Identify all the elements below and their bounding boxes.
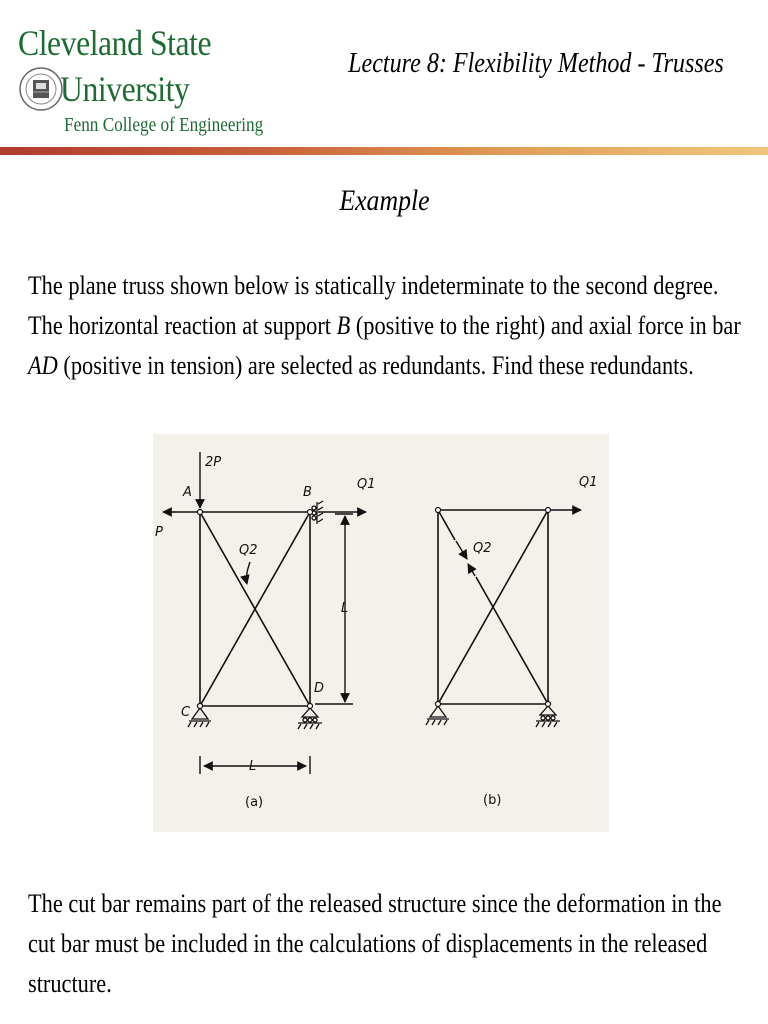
truss-diagram [153,434,609,832]
q1-label-b: Q1 [579,475,598,490]
q1-label-a: Q1 [357,477,376,492]
pin-support-b-left [430,706,446,717]
problem-text-5: (positive in tension) are selected as redundants. Find these redundants. [57,351,694,380]
node-b-label: B [303,485,312,500]
university-logo [18,22,264,140]
joint-a [198,510,203,515]
node-d-label: D [314,681,325,696]
problem-statement [28,266,742,386]
section-title-text: Example [338,184,430,217]
q2-arrow-b-2 [468,564,475,576]
logo-line-3: Fenn College of Engineering [64,114,264,136]
joint-d [308,704,313,709]
section-title [0,184,768,218]
load-2p-label: 2P [205,455,222,470]
joint-c [198,704,203,709]
dim-l-horizontal-label: L [249,759,257,774]
dim-l-vertical-label: L [341,601,349,616]
logo-line-2: University [60,69,190,109]
roller-support-b-right [540,706,556,715]
q2-label-b: Q2 [473,541,492,556]
caption-a: (a) [245,795,264,810]
q2-arrow-b-1 [456,541,467,559]
problem-text-1: The plane truss shown below is statically indeterminate to the second degree. The horizontal reaction at support [28,271,719,340]
truss-figure [153,434,609,832]
roller-support-b [312,506,316,510]
problem-text-2: B [336,311,351,340]
problem-text-4: AD [28,351,58,380]
university-seal-icon [18,66,64,112]
bar-diag-cut-b-2 [476,577,548,704]
q2-arrow-a [246,562,250,584]
truss-b [438,510,548,704]
pin-support-c [192,708,208,719]
header-divider [0,147,768,155]
bar-diag-cut-b-1 [438,510,455,540]
q2-label-a: Q2 [239,543,258,558]
logo-line-1: Cleveland State [18,23,212,63]
roller-support-d [302,708,318,717]
load-p-label: P [155,525,163,540]
truss-a [200,512,310,706]
problem-text-3: (positive to the right) and axial force in bar [350,311,741,340]
node-a-label: A [183,485,192,500]
caption-b: (b) [483,793,502,808]
joint-b [308,510,313,515]
node-c-label: C [181,705,191,720]
lecture-title: Lecture 8: Flexibility Method - Trusses [348,48,724,79]
conclusion-text: The cut bar remains part of the released structure since the deformation in the cut bar must be included in the calculations of displacements in the released structure. [28,889,722,998]
